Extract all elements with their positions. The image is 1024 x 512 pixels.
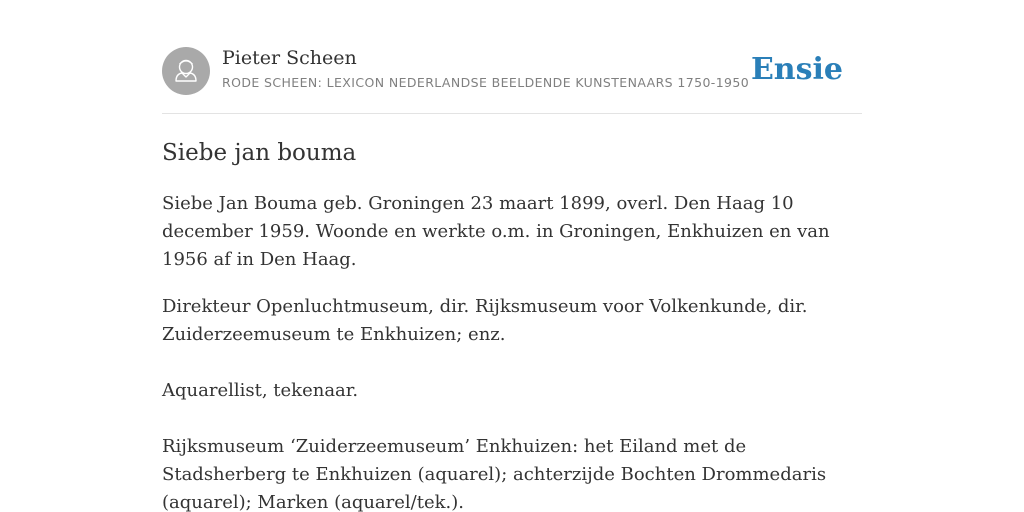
article-header: [162, 46, 862, 96]
brand-logo[interactable]: Ensie: [750, 52, 843, 87]
header-divider: [162, 113, 862, 114]
source-title[interactable]: RODE SCHEEN: LEXICON NEDERLANDSE BEELDENDE KUNSTENAARS 1750-1950: [222, 75, 750, 90]
author-avatar[interactable]: [162, 47, 210, 95]
article-title: Siebe jan bouma: [162, 140, 357, 166]
author-name[interactable]: Pieter Scheen: [222, 47, 357, 69]
article-body: [162, 190, 862, 512]
paragraph-positions: Direkteur Openluchtmuseum, dir. Rijksmuseum voor Volkenkunde, dir. Zuiderzeemuseum te Enkhuizen; enz.: [162, 296, 808, 345]
user-avatar-icon: [162, 47, 210, 95]
paragraph-biography: Siebe Jan Bouma geb. Groningen 23 maart 1899, overl. Den Haag 10 december 1959. Woonde en werkte o.m. in Groningen, Enkhuizen en van 1956 af in Den Haag.: [162, 193, 830, 270]
paragraph-collections: Rijksmuseum ‘Zuiderzeemuseum’ Enkhuizen: het Eiland met de Stadsherberg te Enkhuizen (aquarel); achterzijde Bochten Drommedaris (aquarel); Marken (aquarel/tek.).: [162, 436, 827, 512]
paragraph-profession: Aquarellist, tekenaar.: [162, 380, 359, 401]
